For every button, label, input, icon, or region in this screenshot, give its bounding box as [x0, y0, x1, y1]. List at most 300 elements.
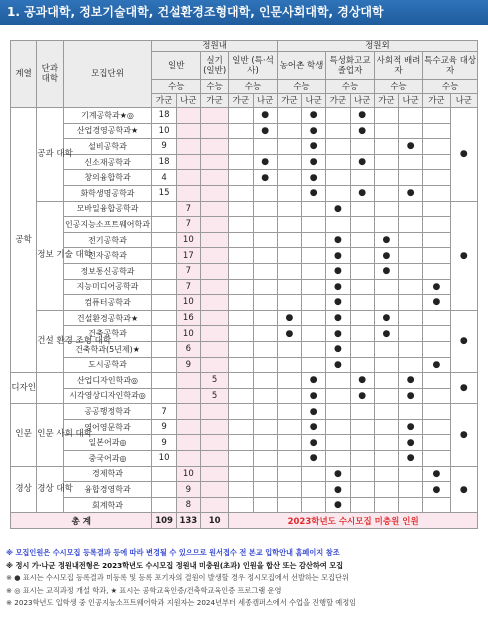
table-row: [11, 466, 478, 482]
mark-cell: [253, 295, 277, 311]
mark-cell: [399, 108, 423, 124]
mark-cell: ●: [374, 263, 398, 279]
mark-cell: [277, 263, 301, 279]
mark-cell: ●: [350, 123, 374, 139]
quota-silgi: [200, 170, 228, 186]
mark-cell: [302, 295, 326, 311]
mark-cell: [253, 419, 277, 435]
mark-cell: [374, 497, 398, 513]
mark-cell: [423, 201, 450, 217]
mark-cell: [302, 263, 326, 279]
mark-cell: ●: [302, 154, 326, 170]
quota-na: [176, 108, 200, 124]
mark-cell: [229, 108, 253, 124]
quota-na: [176, 123, 200, 139]
mark-cell: [423, 419, 450, 435]
mark-cell: ●: [350, 373, 374, 389]
mark-cell: [229, 263, 253, 279]
mark-cell: [277, 248, 301, 264]
mark-cell: [326, 373, 350, 389]
mark-cell: ●: [374, 232, 398, 248]
mark-cell: [229, 404, 253, 420]
mark-cell: [326, 123, 350, 139]
mark-cell: [253, 388, 277, 404]
quota-ga: [152, 263, 176, 279]
quota-ga: 9: [152, 139, 176, 155]
major-name: 지능미디어공학과: [63, 279, 152, 295]
college-cell: 공과 대학: [37, 108, 63, 202]
header-unit: 모집단위: [63, 41, 152, 108]
mark-cell: [423, 310, 450, 326]
mark-cell: ●: [423, 466, 450, 482]
mark-cell: [399, 497, 423, 513]
quota-ga: 9: [152, 419, 176, 435]
header-na: 나군: [176, 94, 200, 108]
mark-cell: [326, 451, 350, 467]
quota-na: [176, 373, 200, 389]
mark-cell: ●: [277, 326, 301, 342]
quota-silgi: [200, 357, 228, 373]
mark-cell: [423, 341, 450, 357]
college-cell: [37, 373, 63, 404]
table-row: [11, 263, 478, 279]
mark-cell: ●: [302, 373, 326, 389]
mark-cell: [302, 482, 326, 498]
quota-silgi: 5: [200, 373, 228, 389]
mark-cell: [399, 404, 423, 420]
mark-cell: [350, 497, 374, 513]
mark-cell: [350, 248, 374, 264]
mark-cell: ●: [302, 404, 326, 420]
table-row: [11, 295, 478, 311]
page-title: 1. 공과대학, 정보기술대학, 건설환경조형대학, 인문사회대학, 경상대학: [0, 0, 488, 25]
header-nong: 농어촌 학생: [277, 52, 326, 80]
table-row: [11, 482, 478, 498]
total-note: 2023학년도 수시모집 미충원 인원: [229, 513, 478, 529]
mark-cell: [277, 404, 301, 420]
mark-cell: [253, 482, 277, 498]
header-teuksu: 특수교육 대상자: [423, 52, 478, 80]
header-na: 나군: [350, 94, 374, 108]
mark-cell: [350, 201, 374, 217]
quota-ga: [152, 373, 176, 389]
quota-ga: 18: [152, 154, 176, 170]
note-line: ※ ◎ 표시는 교직과정 개설 학과, ★ 표시는 공학교육인증/건축학교육인증 프로그램 운영: [6, 585, 282, 595]
mark-cell: ●: [253, 123, 277, 139]
quota-ga: 10: [152, 451, 176, 467]
quota-na: [176, 435, 200, 451]
total-ga: 109: [152, 513, 176, 529]
mark-cell: [423, 232, 450, 248]
table-row: [11, 310, 478, 326]
quota-ga: 15: [152, 185, 176, 201]
quota-na: [176, 419, 200, 435]
mark-cell: [374, 295, 398, 311]
mark-cell: [374, 404, 398, 420]
table-row: [11, 201, 478, 217]
header-ilban: 일반: [152, 52, 201, 80]
mark-cell: [253, 248, 277, 264]
header-ga: 가군: [152, 94, 176, 108]
header-ga: 가군: [423, 94, 450, 108]
mark-cell: [326, 154, 350, 170]
mark-cell: [399, 232, 423, 248]
mark-cell: [229, 217, 253, 233]
table-row: [11, 185, 478, 201]
table-row: [11, 341, 478, 357]
mark-cell: ●: [326, 248, 350, 264]
major-name: 경제학과: [63, 466, 152, 482]
mark-cell: ●: [423, 482, 450, 498]
mark-cell: [350, 451, 374, 467]
mark-cell: [374, 185, 398, 201]
mark-cell: [399, 341, 423, 357]
mark-cell: [374, 154, 398, 170]
mark-cell: ●: [350, 154, 374, 170]
mark-cell: [423, 451, 450, 467]
quota-na: 7: [176, 201, 200, 217]
mark-cell: [423, 217, 450, 233]
mark-cell: [350, 341, 374, 357]
college-cell: 건설 환경 조형 대학: [37, 310, 63, 372]
header-ga: 가군: [200, 94, 228, 108]
major-name: 설비공학과: [63, 139, 152, 155]
mark-cell: [423, 388, 450, 404]
quota-na: 6: [176, 341, 200, 357]
major-name: 산업디자인학과◎: [63, 373, 152, 389]
mark-cell: [253, 232, 277, 248]
mark-cell: [399, 217, 423, 233]
quota-silgi: [200, 482, 228, 498]
mark-cell: [229, 248, 253, 264]
mark-cell: ●: [326, 497, 350, 513]
gye-cell: 경상: [11, 466, 37, 513]
mark-cell: ●: [277, 310, 301, 326]
mark-cell: [374, 170, 398, 186]
mark-cell: ●: [326, 201, 350, 217]
table-row: [11, 404, 478, 420]
mark-cell: [229, 295, 253, 311]
quota-na: 7: [176, 279, 200, 295]
mark-cell: [399, 154, 423, 170]
quota-ga: [152, 217, 176, 233]
mark-cell: [277, 201, 301, 217]
mark-cell: [302, 497, 326, 513]
quota-ga: [152, 326, 176, 342]
quota-silgi: 5: [200, 388, 228, 404]
quota-silgi: [200, 341, 228, 357]
mark-cell: [277, 279, 301, 295]
mark-cell: [350, 295, 374, 311]
mark-cell: ●: [302, 108, 326, 124]
mark-cell: ●: [326, 232, 350, 248]
mark-cell: [374, 451, 398, 467]
header-susi: 수능: [152, 80, 201, 94]
mark-cell: [229, 451, 253, 467]
mark-cell: ●: [374, 248, 398, 264]
mark-cell: [350, 466, 374, 482]
mark-cell: [253, 326, 277, 342]
mark-cell: [229, 139, 253, 155]
major-name: 건설환경공학과★: [63, 310, 152, 326]
quota-na: 7: [176, 217, 200, 233]
mark-cell: [302, 341, 326, 357]
mark-cell: [326, 108, 350, 124]
major-name: 산업경영공학과★: [63, 123, 152, 139]
quota-ga: [152, 388, 176, 404]
quota-na: [176, 139, 200, 155]
quota-na: [176, 451, 200, 467]
mark-cell: ●: [350, 185, 374, 201]
header-na: 나군: [399, 94, 423, 108]
mark-cell: ●: [326, 310, 350, 326]
mark-cell: ●: [302, 123, 326, 139]
mark-cell: [374, 341, 398, 357]
mark-cell: ●: [326, 295, 350, 311]
header-jeongwon-nae: 정원내: [152, 41, 277, 52]
mark-cell: ●: [399, 185, 423, 201]
mark-cell: [423, 154, 450, 170]
major-name: 창의융합학과: [63, 170, 152, 186]
header-susi: 수능: [374, 80, 423, 94]
mark-cell: [326, 185, 350, 201]
mark-cell: [423, 404, 450, 420]
header-susi: 수능: [229, 80, 278, 94]
mark-cell: [350, 217, 374, 233]
mark-cell: ●: [399, 139, 423, 155]
header-ga: 가군: [374, 94, 398, 108]
mark-cell: ●: [374, 326, 398, 342]
mark-cell: [229, 435, 253, 451]
mark-cell: ●: [253, 108, 277, 124]
mark-cell: [350, 404, 374, 420]
major-name: 건축공학과: [63, 326, 152, 342]
mark-cell: ●: [302, 139, 326, 155]
mark-cell: ●: [326, 263, 350, 279]
table-row: [11, 232, 478, 248]
mark-cell: [374, 357, 398, 373]
mark-cell: [277, 139, 301, 155]
mark-cell: [423, 139, 450, 155]
mark-cell: [277, 466, 301, 482]
quota-silgi: [200, 108, 228, 124]
note-line: ※ ● 표시는 수시모집 등록결과 미등록 및 등록 포기자의 결원이 발생할 경우 정시모집에서 선발하는 모집단위: [6, 573, 349, 582]
quota-silgi: [200, 217, 228, 233]
mark-cell: [374, 466, 398, 482]
mark-cell: [277, 295, 301, 311]
quota-ga: [152, 310, 176, 326]
mark-cell: [277, 123, 301, 139]
mark-cell: [229, 482, 253, 498]
mark-cell: ●: [302, 419, 326, 435]
mark-cell: [423, 108, 450, 124]
quota-ga: [152, 482, 176, 498]
mark-cell: [350, 170, 374, 186]
header-susi: 수능: [277, 80, 326, 94]
mark-cell: [399, 482, 423, 498]
header-susi: 수능: [423, 80, 478, 94]
major-name: 컴퓨터공학과: [63, 295, 152, 311]
major-name: 중국어과◎: [63, 451, 152, 467]
mark-cell: [229, 123, 253, 139]
mark-cell: [326, 419, 350, 435]
table-row: [11, 357, 478, 373]
mark-cell: [350, 263, 374, 279]
mark-cell: [374, 373, 398, 389]
mark-cell: [374, 217, 398, 233]
header-college: 단과 대학: [37, 41, 63, 108]
quota-ga: [152, 201, 176, 217]
total-na: 133: [176, 513, 200, 529]
header-na: 나군: [253, 94, 277, 108]
header-jeongwon-oe: 정원외: [277, 41, 477, 52]
mark-cell: [326, 404, 350, 420]
mark-cell: [374, 279, 398, 295]
mark-cell: [229, 232, 253, 248]
special-ed-mark: ●: [450, 404, 477, 466]
mark-cell: [423, 263, 450, 279]
quota-silgi: [200, 185, 228, 201]
mark-cell: [350, 279, 374, 295]
quota-na: 16: [176, 310, 200, 326]
mark-cell: ●: [423, 357, 450, 373]
table-row: [11, 154, 478, 170]
quota-ga: [152, 232, 176, 248]
gye-cell: 인문: [11, 404, 37, 466]
mark-cell: ●: [350, 388, 374, 404]
quota-silgi: [200, 154, 228, 170]
total-label: 총 계: [11, 513, 152, 529]
mark-cell: [253, 497, 277, 513]
quota-silgi: [200, 295, 228, 311]
mark-cell: ●: [253, 154, 277, 170]
mark-cell: [229, 310, 253, 326]
mark-cell: [350, 139, 374, 155]
quota-silgi: [200, 451, 228, 467]
quota-silgi: [200, 419, 228, 435]
mark-cell: [253, 466, 277, 482]
header-gye: 계열: [11, 41, 37, 108]
mark-cell: [326, 170, 350, 186]
quota-silgi: [200, 497, 228, 513]
mark-cell: [229, 497, 253, 513]
mark-cell: ●: [399, 419, 423, 435]
mark-cell: [277, 419, 301, 435]
mark-cell: [374, 435, 398, 451]
mark-cell: [423, 170, 450, 186]
quota-silgi: [200, 310, 228, 326]
mark-cell: [302, 232, 326, 248]
mark-cell: [326, 217, 350, 233]
quota-silgi: [200, 123, 228, 139]
major-name: 정보통신공학과: [63, 263, 152, 279]
note-line: ※ 2023학년도 입학생 중 인공지능소프트웨어학과 지원자는 2024년부터 세종캠퍼스에서 수업을 진행할 예정임: [6, 598, 357, 607]
mark-cell: [277, 232, 301, 248]
header-silgi: 실기 (일반): [200, 52, 228, 80]
mark-cell: [253, 357, 277, 373]
quota-ga: [152, 295, 176, 311]
mark-cell: [399, 279, 423, 295]
quota-na: 8: [176, 497, 200, 513]
table-row: [11, 108, 478, 124]
quota-na: 9: [176, 482, 200, 498]
table-row: [11, 123, 478, 139]
quota-na: [176, 404, 200, 420]
total-row: [11, 513, 478, 529]
mark-cell: ●: [350, 108, 374, 124]
quota-ga: 4: [152, 170, 176, 186]
mark-cell: [374, 419, 398, 435]
mark-cell: [229, 341, 253, 357]
major-name: 화학생명공학과: [63, 185, 152, 201]
gye-cell: 공학: [11, 108, 37, 373]
quota-na: 10: [176, 232, 200, 248]
mark-cell: [423, 248, 450, 264]
mark-cell: [277, 108, 301, 124]
gye-cell: 디자인: [11, 373, 37, 404]
mark-cell: ●: [326, 279, 350, 295]
mark-cell: [253, 341, 277, 357]
mark-cell: [302, 310, 326, 326]
header-ilban-sukseok: 일반 (특·석사): [229, 52, 278, 80]
mark-cell: [302, 357, 326, 373]
mark-cell: [374, 388, 398, 404]
quota-ga: [152, 248, 176, 264]
footnotes: [6, 547, 484, 610]
quota-silgi: [200, 248, 228, 264]
mark-cell: ●: [326, 357, 350, 373]
quota-na: [176, 185, 200, 201]
table-row: [11, 451, 478, 467]
mark-cell: [399, 310, 423, 326]
mark-cell: ●: [326, 341, 350, 357]
mark-cell: ●: [326, 466, 350, 482]
mark-cell: ●: [326, 482, 350, 498]
table-row: [11, 279, 478, 295]
mark-cell: [399, 295, 423, 311]
mark-cell: [277, 185, 301, 201]
mark-cell: [253, 263, 277, 279]
special-ed-mark: ●: [450, 373, 477, 404]
mark-cell: [253, 279, 277, 295]
header-ga: 가군: [326, 94, 350, 108]
mark-cell: [423, 373, 450, 389]
quota-ga: [152, 466, 176, 482]
major-name: 건축학과(5년제)★: [63, 341, 152, 357]
header-susi: 수능: [326, 80, 375, 94]
mark-cell: [399, 170, 423, 186]
mark-cell: ●: [302, 388, 326, 404]
quota-ga: [152, 279, 176, 295]
major-name: 융합경영학과: [63, 482, 152, 498]
quota-ga: [152, 357, 176, 373]
mark-cell: [277, 482, 301, 498]
mark-cell: [302, 326, 326, 342]
admissions-table: [10, 40, 478, 529]
college-cell: 경상 대학: [37, 466, 63, 513]
mark-cell: [229, 419, 253, 435]
table-row: [11, 139, 478, 155]
major-name: 회계학과: [63, 497, 152, 513]
college-cell: 정보 기술 대학: [37, 201, 63, 310]
mark-cell: ●: [374, 310, 398, 326]
mark-cell: [229, 279, 253, 295]
mark-cell: ●: [302, 451, 326, 467]
mark-cell: ●: [399, 451, 423, 467]
major-name: 모바일융합공학과: [63, 201, 152, 217]
college-cell: 인문 사회 대학: [37, 404, 63, 466]
mark-cell: [253, 435, 277, 451]
